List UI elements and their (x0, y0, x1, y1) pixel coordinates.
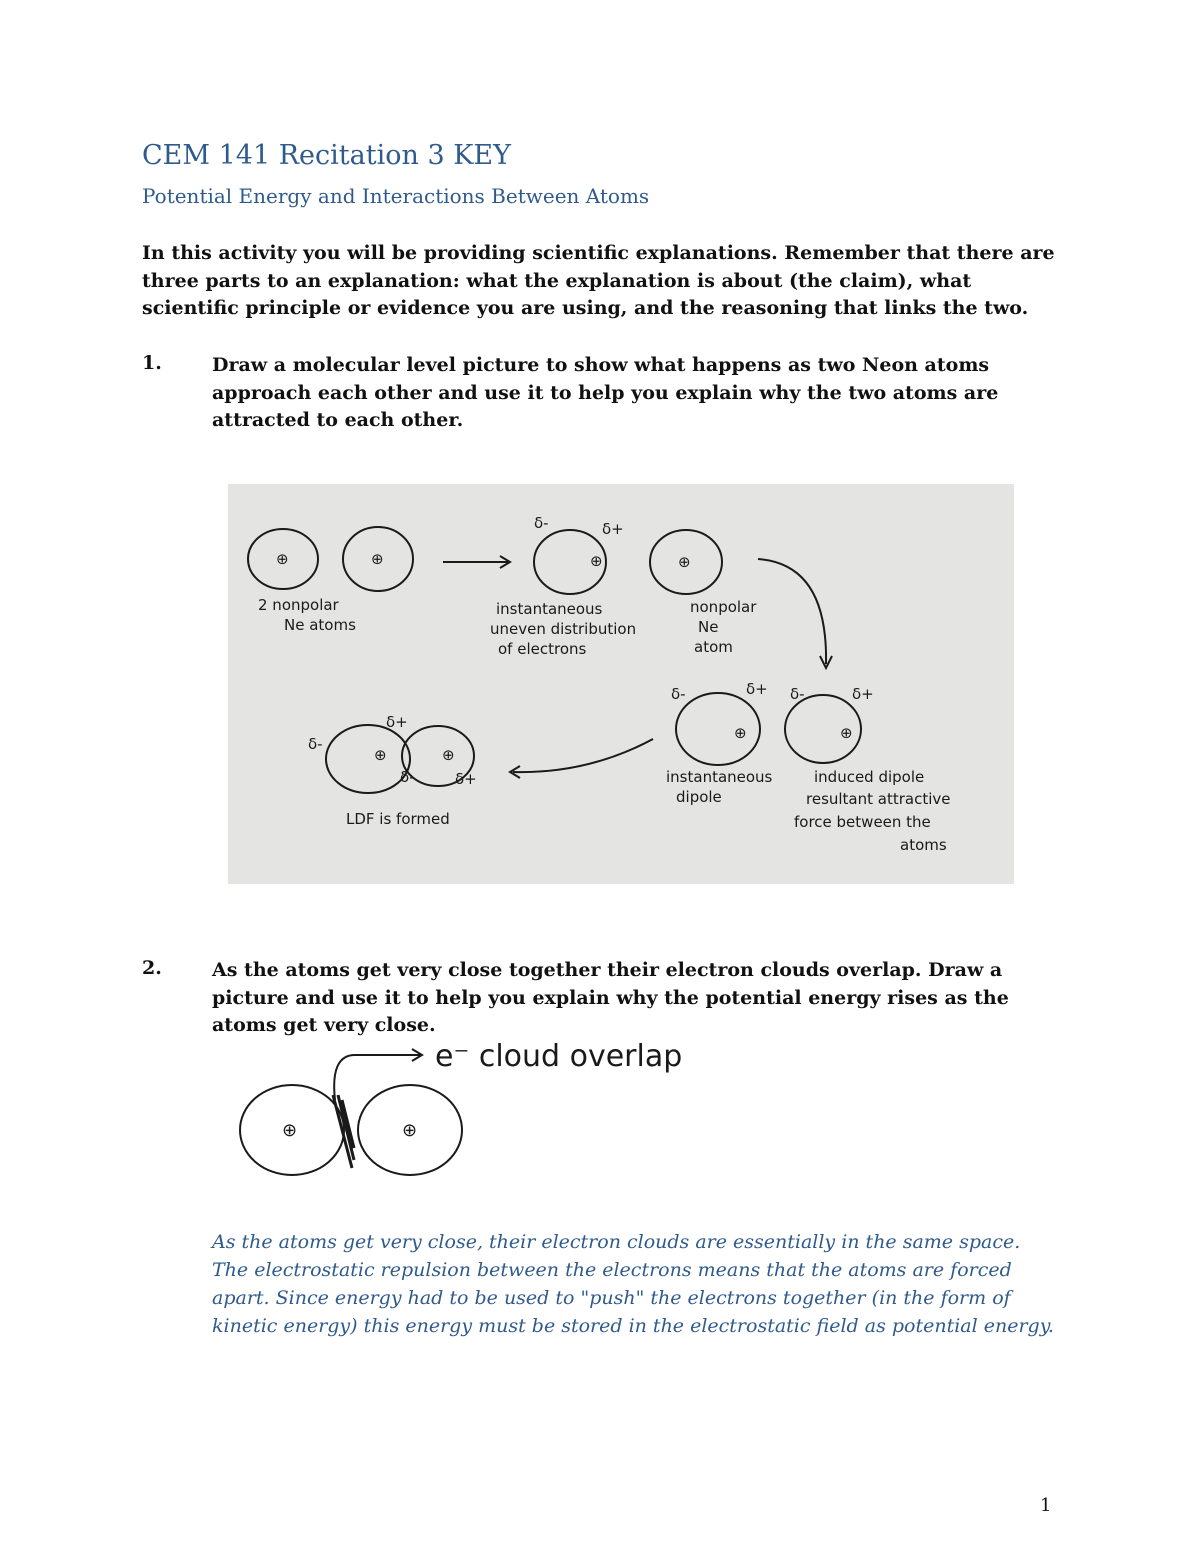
question-1-number: 1. (142, 352, 162, 374)
label-nonpolar-ne: Ne (698, 618, 719, 636)
answer-2-text: As the atoms get very close, their electron clouds are essentially in the same space. The electrostatic repulsion between the electrons means that the atoms are forced apart. Since energy had to be used to "push" the electrons together (in the form of kinetic energy) this energy must be stored in the electrostatic field as potential energy. (212, 1231, 1054, 1337)
page-number: 1 (1040, 1495, 1052, 1516)
nucleus-symbol: ⊕ (374, 746, 387, 764)
ldf-atom-1 (326, 725, 410, 793)
overlap-shading (333, 1095, 354, 1168)
figure-2-drawing (230, 1030, 750, 1190)
label-nonpolar-ne: nonpolar (690, 598, 757, 616)
delta-plus-label: δ+ (852, 685, 874, 703)
nucleus-symbol: ⊕ (678, 553, 691, 571)
nucleus-symbol: ⊕ (590, 552, 603, 570)
pointer-arrow (334, 1055, 420, 1100)
nucleus-symbol: ⊕ (371, 550, 384, 568)
label-inst-dipole: dipole (676, 788, 722, 806)
nucleus-symbol: ⊕ (840, 724, 853, 742)
nucleus-symbol: ⊕ (276, 550, 289, 568)
label-instantaneous: uneven distribution (490, 620, 637, 638)
label-ldf: LDF is formed (346, 810, 450, 828)
label-instantaneous: of electrons (498, 640, 587, 658)
question-1-text: Draw a molecular level picture to show what happens as two Neon atoms approach each other and use it to help you explain why the two atoms are attracted to each other. (212, 354, 999, 431)
delta-plus-label: δ+ (602, 520, 624, 538)
nucleus-symbol: ⊕ (734, 724, 747, 742)
page-title: CEM 141 Recitation 3 KEY (142, 140, 511, 171)
delta-minus-label: δ- (671, 685, 686, 703)
delta-plus-label: δ+ (386, 713, 408, 731)
label-inst-dipole: instantaneous (666, 768, 773, 786)
nucleus-symbol: ⊕ (442, 746, 455, 764)
delta-minus-label: δ- (534, 514, 549, 532)
delta-minus-label: δ- (308, 735, 323, 753)
label-nonpolar: Ne atoms (284, 616, 356, 634)
dipole-atom-1 (676, 693, 760, 765)
label-instantaneous: instantaneous (496, 600, 603, 618)
label-induced-dipole: resultant attractive (806, 790, 951, 808)
delta-minus-label: δ- (790, 685, 805, 703)
label-nonpolar-ne: atom (694, 638, 733, 656)
intro-paragraph: In this activity you will be providing scientific explanations. Remember that there are three parts to an explanation: what the explanation is about (the claim), what scientific principle or evidence you are using, and the reasoning that links the two. (142, 242, 1055, 319)
question-2-text: As the atoms get very close together their electron clouds overlap. Draw a picture and use it to help you explain why the potential energy rises as the atoms get very close. (212, 959, 1009, 1036)
label-nonpolar: 2 nonpolar (258, 596, 339, 614)
label-induced-dipole: force between the (794, 813, 931, 831)
figure-1-photo (228, 484, 1014, 884)
nucleus-symbol: ⊕ (402, 1120, 418, 1141)
label-induced-dipole: atoms (900, 836, 947, 854)
arrow-2 (758, 559, 826, 664)
delta-minus-label: δ- (400, 768, 415, 786)
label-induced-dipole: induced dipole (814, 768, 925, 786)
delta-plus-label: δ+ (746, 680, 768, 698)
arrow-3 (513, 739, 653, 772)
label-cloud-overlap: e⁻ cloud overlap (435, 1039, 683, 1074)
figure-1-drawing (228, 484, 1014, 884)
nucleus-symbol: ⊕ (282, 1120, 298, 1141)
page-subtitle: Potential Energy and Interactions Between Atoms (142, 184, 650, 208)
delta-plus-label: δ+ (455, 770, 477, 788)
question-2-number: 2. (142, 957, 162, 979)
